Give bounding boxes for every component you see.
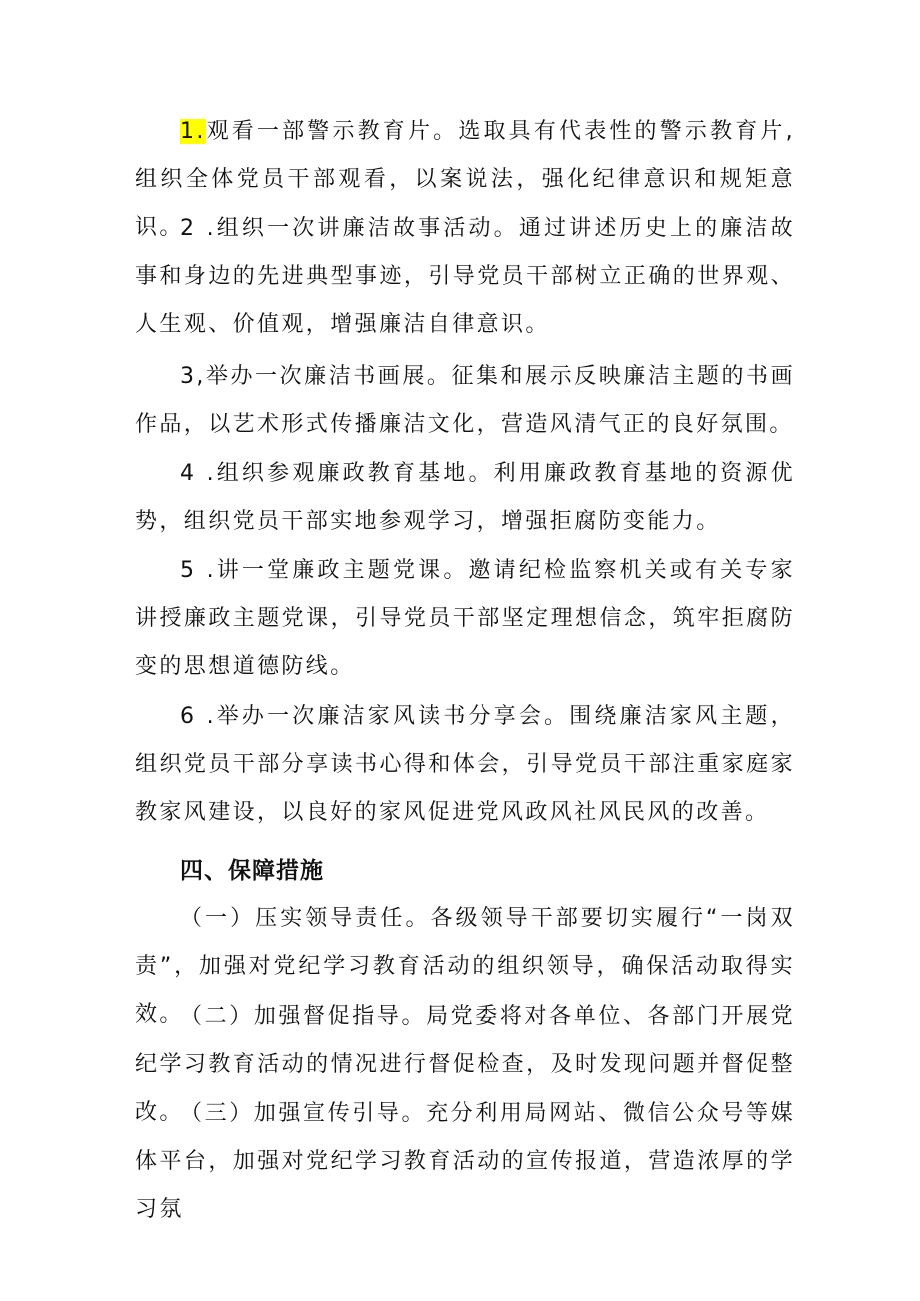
section-heading: 四、保障措施: [180, 858, 324, 884]
measure-item-3: （三）加强宣传引导。充分利用局网站、微信公众号等媒体平台，加强对党纪学习教育活动的宣传报道，营造浓厚的学习氛: [135, 1101, 795, 1222]
activity-item-text: 观看一部警示教育片。选取具有代表性的警示教育片,组织全体党员干部观看，以案说法，强化纪律意识和规矩意识。: [135, 119, 795, 240]
activity-item-4: 4 .组织参观廉政教育基地。利用廉政教育基地的资源优势，组织党员干部实地参观学习，增强拒腐防变能力。: [135, 461, 795, 534]
measure-item-2: （二）加强督促指导。局党委将对各单位、各部门开展党纪学习教育活动的情况进行督促检查，及时发现问题并督促整改。: [135, 1004, 795, 1125]
activity-item-2: 2 .组织一次讲廉洁故事活动。通过讲述历史上的廉洁故事和身边的先进典型事迹，引导党员干部树立正确的世界观、人生观、价值观，增强廉洁自律意识。: [135, 216, 795, 337]
activity-item-3: 3,举办一次廉洁书画展。征集和展示反映廉洁主题的书画作品，以艺术形式传播廉洁文化，营造风清气正的良好氛围。: [135, 364, 795, 437]
activity-item-5: 5 .讲一堂廉政主题党课。邀请纪检监察机关或有关专家讲授廉政主题党课，引导党员干部坚定理想信念，筑牢拒腐防变的思想道德防线。: [135, 558, 795, 679]
highlighted-number: 1.: [180, 119, 206, 144]
activity-item-6: 6 .举办一次廉洁家风读书分享会。围绕廉洁家风主题，组织党员干部分享读书心得和体会，引导党员干部注重家庭家教家风建设，以良好的家风促进党风政风社风民风的改善。: [135, 704, 795, 825]
measure-item-1: （一）压实领导责任。各级领导干部要切实履行“一岗双责”，加强对党纪学习教育活动的组织领导，确保活动取得实效。: [135, 906, 795, 1027]
